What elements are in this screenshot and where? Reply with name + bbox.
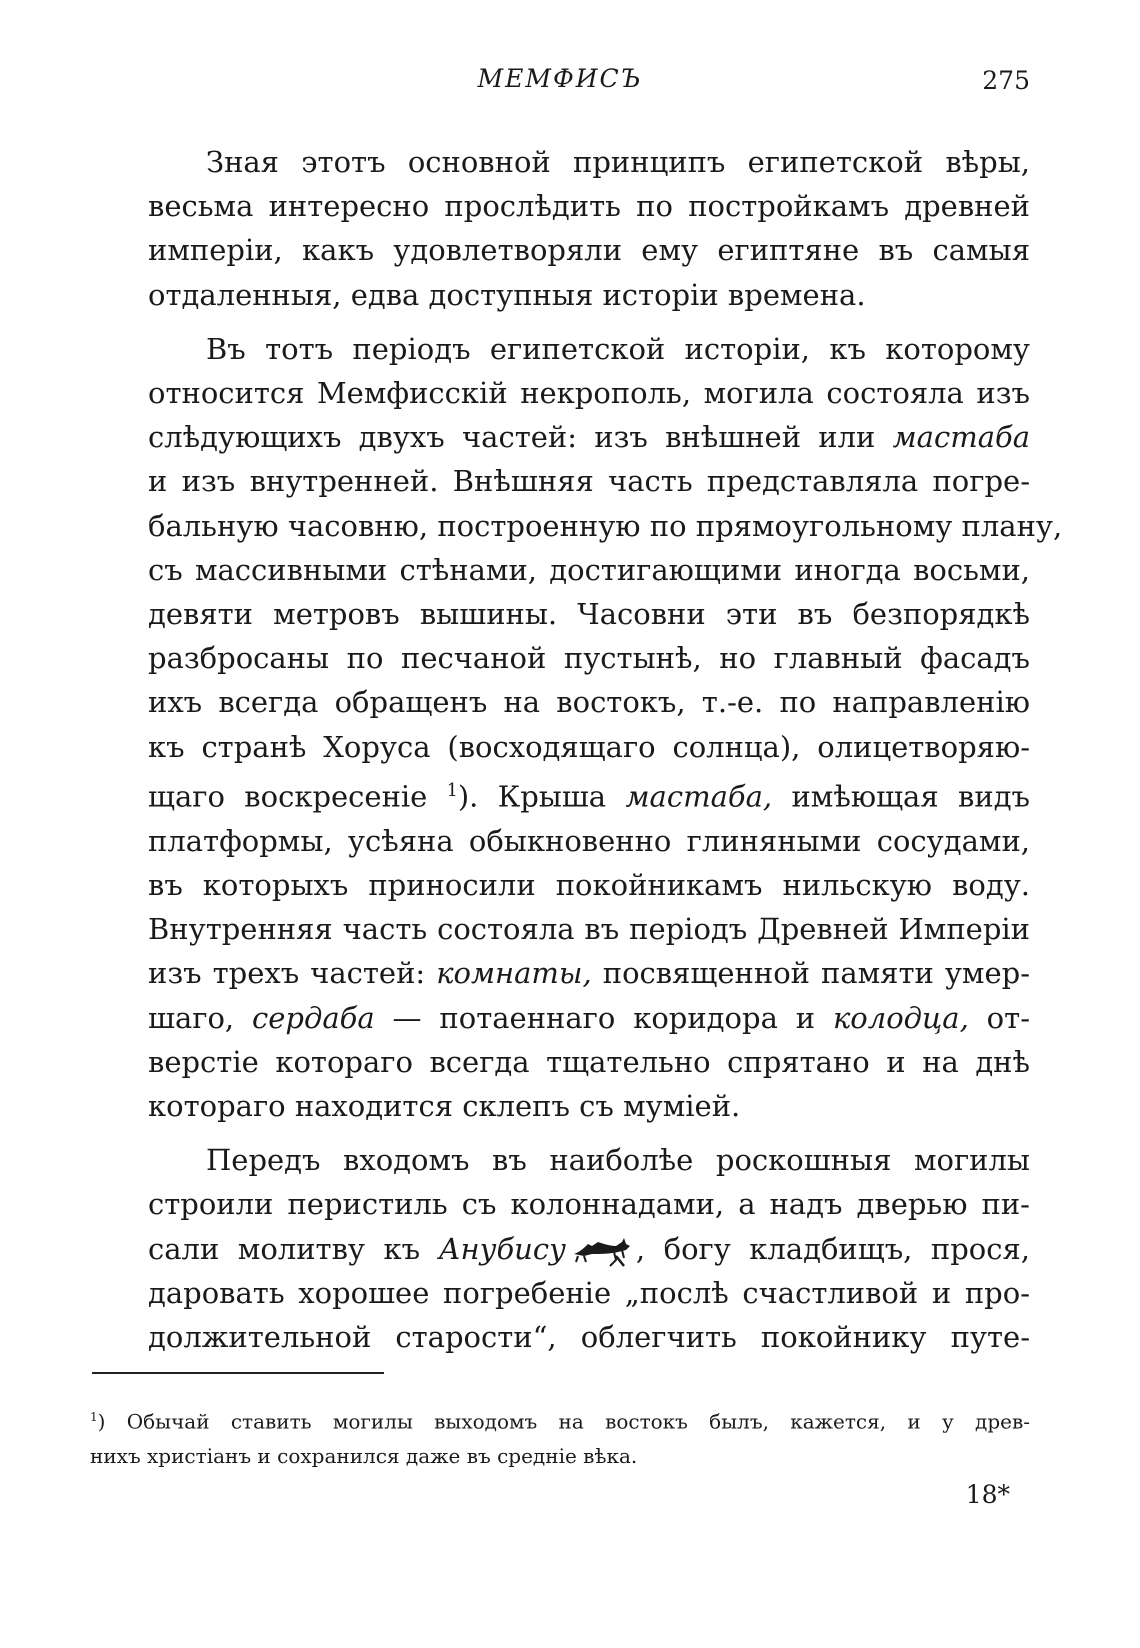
text-line: весьма интересно прослѣдить по постройкамъ древней — [148, 189, 1030, 224]
text-line — [90, 1227, 1030, 1271]
text-fragment: слѣдующихъ двухъ частей: изъ внѣшней или — [148, 420, 893, 455]
text-line: ихъ всегда обращенъ на востокъ, т.-е. по направленію — [148, 685, 1030, 720]
text-fragment: от- — [968, 1000, 1030, 1035]
text-line: Внутренняя часть состояла въ періодъ Древней Имперіи — [148, 912, 1030, 947]
italic-term: колодца, — [832, 1000, 969, 1035]
text-line — [90, 951, 1030, 995]
footnote-divider — [92, 1372, 384, 1374]
italic-term: мастаба — [892, 420, 1030, 455]
text-line: и изъ внутренней. Внѣшняя часть представляла погре- — [148, 464, 1030, 499]
text-line: въ которыхъ приносили покойникамъ нильскую воду. — [148, 867, 1030, 902]
italic-term: комнаты, — [436, 956, 592, 991]
text-line: Въ тотъ періодъ египетской исторіи, къ которому — [206, 331, 1030, 366]
text-line: Передъ входомъ въ наиболѣе роскошныя могилы — [206, 1143, 1030, 1178]
text-fragment: щаго воскресеніе — [148, 779, 447, 814]
footnote-marker: 1 — [90, 1410, 98, 1424]
paragraph-1 — [90, 140, 1030, 317]
paragraph-2 — [90, 327, 1063, 1128]
footnote — [90, 1400, 1030, 1473]
italic-term: Анубису — [438, 1231, 566, 1266]
footnote-line: нихъ христіанъ и сохранился даже въ средніе вѣка. — [90, 1443, 638, 1468]
text-line: разбросаны по песчаной пустынѣ, но главный фасадъ — [148, 641, 1030, 676]
text-line: строили перистиль съ колоннадами, а надъ дверью пи- — [148, 1187, 1030, 1222]
text-fragment: сали молитву къ — [148, 1231, 439, 1266]
anubis-jackal-hieroglyph-icon — [570, 1232, 632, 1270]
paragraph-3 — [90, 1138, 1030, 1359]
text-line: имперіи, какъ удовлетворяли ему египтяне въ самыя — [148, 233, 1030, 268]
page-number: 275 — [982, 66, 1030, 95]
printer-signature-mark: 18* — [965, 1480, 1010, 1509]
text-fragment: имѣющая видъ — [772, 779, 1030, 814]
text-fragment: посвященной памяти умер- — [591, 956, 1030, 991]
footnote-reference[interactable]: 1 — [446, 780, 458, 801]
text-fragment: — потаеннаго коридора и — [374, 1000, 833, 1035]
text-fragment: ). Крыша — [457, 779, 626, 814]
text-line: верстіе котораго всегда тщательно спрятано и на днѣ — [148, 1044, 1030, 1079]
page-header — [90, 64, 1030, 104]
text-line: отдаленныя, едва доступныя исторіи времена. — [148, 277, 866, 312]
text-line: Зная этотъ основной принципъ египетской вѣры, — [206, 145, 1030, 179]
text-fragment: изъ трехъ частей: — [148, 956, 437, 991]
italic-term: сердаба — [252, 1000, 375, 1035]
italic-term: мастаба, — [625, 779, 773, 814]
running-title: МЕМФИСЪ — [477, 64, 643, 93]
text-line — [90, 415, 1030, 459]
text-fragment: , богу кладбищъ, прося, — [635, 1231, 1030, 1266]
text-line: къ странѣ Хоруса (восходящаго солнца), олицетворяю- — [148, 729, 1030, 764]
text-fragment: ) Обычай ставить могилы выходомъ на востокъ былъ, кажется, и у древ- — [97, 1409, 1030, 1434]
text-line: должительной старости“, облегчить покойнику путе- — [148, 1319, 1030, 1354]
text-line: съ массивными стѣнами, достигающими иногда восьми, — [148, 552, 1030, 587]
text-line: котораго находится склепъ съ муміей. — [148, 1088, 741, 1123]
text-line — [90, 769, 1030, 819]
footnote-line — [90, 1400, 1030, 1439]
text-line: относится Мемфисскій некрополь, могила состояла изъ — [148, 376, 1030, 411]
text-line: девяти метровъ вышины. Часовни эти въ безпорядкѣ — [148, 597, 1030, 632]
text-line: бальную часовню, построенную по прямоугольному плану, — [148, 508, 1063, 543]
body-text — [90, 140, 1063, 1369]
text-line — [90, 996, 1030, 1040]
text-line: даровать хорошее погребеніе „послѣ счастливой и про- — [148, 1275, 1030, 1310]
text-line: платформы, усѣяна обыкновенно глиняными сосудами, — [148, 823, 1030, 858]
text-fragment: шаго, — [148, 1000, 253, 1035]
